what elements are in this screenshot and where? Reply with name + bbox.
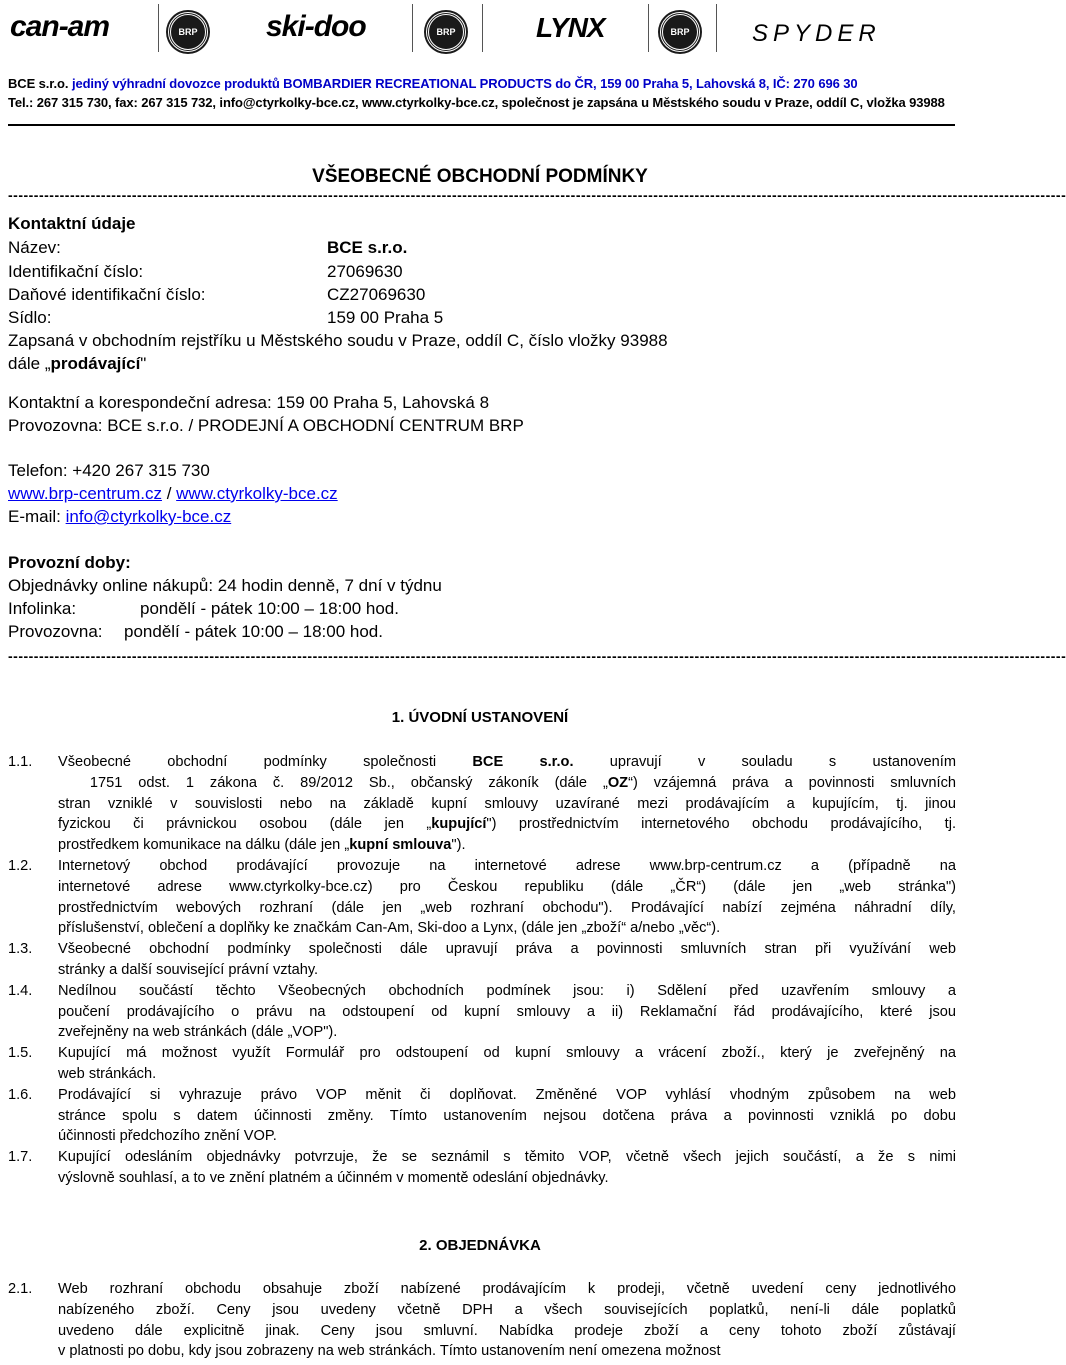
web-links: www.brp-centrum.cz / www.ctyrkolky-bce.cz (8, 484, 338, 503)
brand-logos-bar (0, 0, 960, 62)
web-link-brp-centrum[interactable]: www.brp-centrum.cz (8, 484, 162, 503)
clause-text-line: uvedeno dále explicitně jinak. Ceny jsou smluvní. Nabídka prodeje zboží a ceny tohoto zboží zůstávají (58, 1322, 956, 1339)
brp-badge-icon: BRP (168, 12, 208, 52)
header-company: BCE s.r.o. (8, 76, 69, 91)
hours-infoline-label: Infolinka: (8, 599, 77, 618)
lynx-logo: LYNX (536, 12, 605, 43)
web-link-ctyrkolky[interactable]: www.ctyrkolky-bce.cz (176, 484, 338, 503)
correspondence-address: Kontaktní a korespondeční adresa: 159 00 Praha 5, Lahovská 8 (8, 393, 490, 412)
hours-branch-label: Provozovna: (8, 622, 103, 641)
clause-text-line: Nedílnou součástí těchto Všeobecných obchodních podmínek jsou: i) Sdělení před uzavřením smlouvy a (58, 982, 956, 999)
clause-number: 1.7. (8, 1149, 33, 1166)
clause-text-line: Všeobecné obchodní podmínky společnosti BCE s.r.o. upravují v souladu s ustanovením (58, 754, 957, 770)
clause-text-line: poučení prodávajícího o právu na odstoupení od kupní smlouvy a ii) Reklamační řád prodávajícího, které jsou (58, 1003, 956, 1020)
phone-text: Telefon: +420 267 315 730 (8, 461, 210, 480)
clause-text-line: stránky a další související právní vztahy. (58, 962, 319, 978)
brp-badge-icon: BRP (426, 12, 466, 52)
header-line-2: Tel.: 267 315 730, fax: 267 315 732, info@ctyrkolky-bce.cz, www.ctyrkolky-bce.cz, společnost je zapsána u Městského soudu v Praze, oddíl C, vložka 93988 (8, 95, 945, 110)
header-description: jediný výhradní dovozce produktů BOMBARDIER RECREATIONAL PRODUCTS do ČR, 159 00 Praha 5, Lahovská 8, IČ: 270 696 30 (71, 76, 858, 91)
branch-text: Provozovna: BCE s.r.o. / PRODEJNÍ A OBCHODNÍ CENTRUM BRP (8, 416, 524, 435)
id-label: Identifikační číslo: (8, 262, 144, 281)
vat-label: Daňové identifikační číslo: (8, 285, 206, 304)
clause-number: 1.2. (8, 858, 33, 874)
clause-text-line: v platnosti po dobu, kdy jsou zobrazeny na web stránkách. Tímto ustanovením není omezena možnost (58, 1343, 721, 1360)
section-1-title: 1. ÚVODNÍ USTANOVENÍ (391, 709, 569, 726)
dashed-divider: ------------------------------------------------------------------------------------------------------------------------------------------------------------------------------------------------------------- (8, 187, 1066, 203)
clause-text-line: zveřejněny na web stránkách (dále „VOP"). (58, 1024, 338, 1041)
clause-text-line: fyzickou či právnickou osobou (dále jen „kupující") prostřednictvím internetového obchodu prodávajícího, tj. (58, 816, 956, 833)
id-value: 27069630 (327, 262, 403, 281)
ski-doo-logo: ski-doo (266, 10, 366, 43)
hours-infoline-value: pondělí - pátek 10:00 – 18:00 hod. (140, 599, 399, 618)
dashed-divider: ------------------------------------------------------------------------------------------------------------------------------------------------------------------------------------------------------------- (8, 648, 1066, 664)
header-divider (8, 124, 955, 126)
clause-number: 1.6. (8, 1086, 33, 1103)
hours-online: Objednávky online nákupů: 24 hodin denně, 7 dní v týdnu (8, 576, 442, 595)
name-label: Název: (8, 238, 61, 257)
clause-text-line: Kupující má možnost využít Formulář pro odstoupení od kupní smlouvy a vrácení zboží., který je zveřejněný na (58, 1045, 956, 1062)
clause-text-line: prostředkem komunikace na dálku (dále jen „kupní smlouva"). (58, 837, 466, 854)
brp-badge-icon: BRP (660, 12, 700, 52)
vat-value: CZ27069630 (327, 285, 426, 304)
clause-text-line: web stránkách. (58, 1066, 157, 1082)
clause-number: 1.4. (8, 982, 33, 999)
spyder-logo: SPYDER (752, 20, 881, 47)
section-2-title: 2. OBJEDNÁVKA (419, 1237, 541, 1254)
clause-number: 1.3. (8, 941, 33, 958)
clause-text-line: 1751 odst. 1 zákona č. 89/2012 Sb., občanský zákoník (dále „OZ“) vzájemná práva a povinnosti smluvních (58, 774, 956, 791)
clause-text-line: Web rozhraní obchodu obsahuje zboží nabízené prodávajícím k prodeji, včetně uvedení ceny jednotlivého (58, 1281, 956, 1297)
seat-value: 159 00 Praha 5 (327, 308, 444, 327)
email-row: E-mail: info@ctyrkolky-bce.cz (8, 507, 232, 526)
clause-text-line: účinnosti předchozího znění VOP. (58, 1128, 277, 1145)
clause-text-line: internetové adrese www.ctyrkolky-bce.cz) pro Českou republiku (dále „ČR“) (dále jen „web stránka") (58, 878, 956, 895)
name-value: BCE s.r.o. (327, 238, 408, 257)
clause-number: 2.1. (8, 1281, 33, 1297)
clause-text-line: stránce spolu s datem účinnosti změny. Tímto ustanovením nejsou dotčena práva a povinnosti vzniklá po dobu (58, 1107, 956, 1124)
clause-text-line: příslušenství, oblečení a doplňky ke značkám Can-Am, Ski-doo a Lynx, (dále jen „zboží“ a/nebo „věc“). (58, 920, 721, 937)
clause-text-line: Prodávající si vyhrazuje právo VOP měnit či doplňovat. Změněné VOP vyhlásí vhodným způsobem na web (58, 1086, 956, 1103)
can-am-logo: can-am (10, 10, 110, 43)
clause-number: 1.1. (8, 754, 33, 770)
clause-text-line: Všeobecné obchodní podmínky společnosti dále upravují práva a povinnosti smluvních stran při využívání web (58, 941, 956, 958)
clause-number: 1.5. (8, 1045, 33, 1062)
seller-definition: dále „prodávající" (8, 354, 147, 373)
clause-text-line: nabízeného zboží. Ceny jsou uvedeny včetně DPH a všech souvisejících poplatků, není-li dále poplatků (58, 1301, 956, 1318)
hours-heading: Provozní doby: (8, 553, 131, 572)
header-line-1 (8, 76, 858, 91)
email-link[interactable]: info@ctyrkolky-bce.cz (65, 507, 232, 526)
hours-branch-value: pondělí - pátek 10:00 – 18:00 hod. (124, 622, 383, 641)
page-title: VŠEOBECNÉ OBCHODNÍ PODMÍNKY (312, 166, 648, 187)
clause-text-line: stran vzniklé v souvislosti nebo na základě kupní smlouvy uzavírané mezi prodávajícím a kupujícím, tj. jinou (58, 795, 956, 812)
contact-heading: Kontaktní údaje (8, 214, 136, 233)
clause-text-line: Kupující odesláním objednávky potvrzuje, že se seznámil s těmito VOP, včetně všech jejich součástí, a že s nimi (58, 1149, 956, 1166)
seat-label: Sídlo: (8, 308, 52, 327)
clause-text-line: prostřednictvím webových rozhraní (dále jen „web rozhraní obchodu"). Prodávající nabízí zejména náhradní díly, (58, 899, 956, 916)
registration-text: Zapsaná v obchodním rejstříku u Městského soudu v Praze, oddíl C, číslo vložky 93988 (8, 331, 668, 350)
clause-text-line: výslovně souhlasí, a to ve znění platném a účinném v momentě odeslání objednávky. (58, 1170, 609, 1186)
clause-text-line: Internetový obchod prodávající provozuje na internetové adrese www.brp-centrum.cz a (případně na (58, 858, 956, 874)
